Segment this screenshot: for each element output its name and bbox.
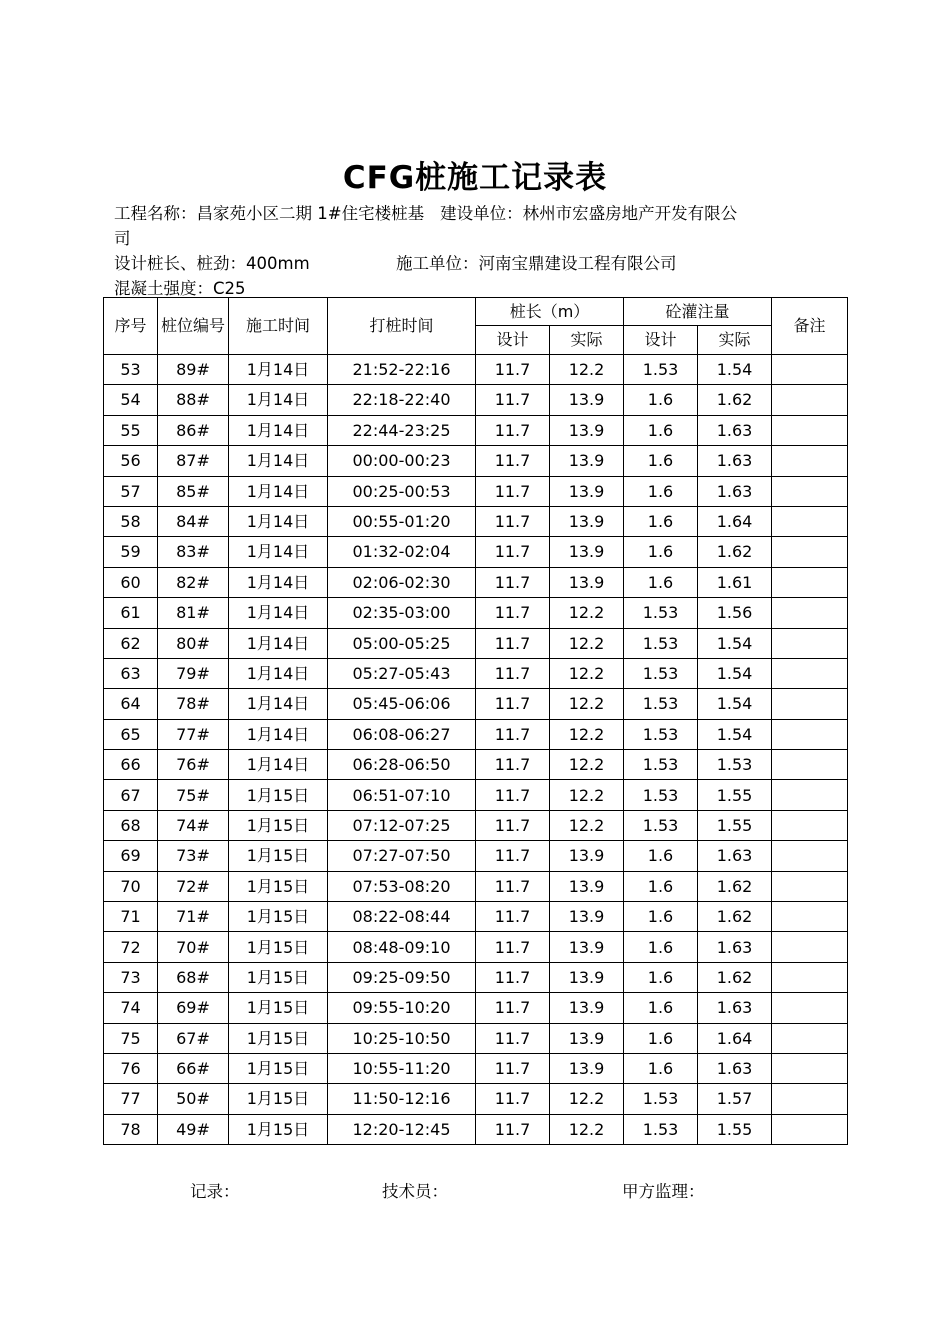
- date-cell: 1月14日: [229, 719, 328, 749]
- volume-actual-cell: 1.63: [698, 446, 772, 476]
- date-cell: 1月14日: [229, 355, 328, 385]
- date-cell: 1月14日: [229, 537, 328, 567]
- length-design-cell: 11.7: [476, 871, 550, 901]
- length-design-cell: 11.7: [476, 355, 550, 385]
- length-design-cell: 11.7: [476, 1084, 550, 1114]
- table-row: [104, 902, 848, 932]
- time-cell: 05:27-05:43: [328, 658, 476, 688]
- length-actual-cell: 12.2: [550, 689, 624, 719]
- volume-actual-cell: 1.64: [698, 1023, 772, 1053]
- date-cell: 1月15日: [229, 993, 328, 1023]
- volume-design-cell: 1.6: [624, 902, 698, 932]
- time-cell: 00:55-01:20: [328, 506, 476, 536]
- time-cell: 06:28-06:50: [328, 750, 476, 780]
- col-header-remarks: 备注: [772, 298, 848, 355]
- length-design-cell: 11.7: [476, 932, 550, 962]
- volume-design-cell: 1.6: [624, 476, 698, 506]
- col-header-seq: 序号: [104, 298, 158, 355]
- project-info-line: [114, 200, 737, 224]
- table-row: [104, 750, 848, 780]
- date-cell: 1月15日: [229, 1114, 328, 1144]
- contractor-label: 施工单位：: [396, 254, 479, 273]
- volume-design-cell: 1.6: [624, 506, 698, 536]
- pile-no-cell: 85#: [158, 476, 229, 506]
- length-design-cell: 11.7: [476, 993, 550, 1023]
- table-row: [104, 719, 848, 749]
- length-actual-cell: 12.2: [550, 750, 624, 780]
- volume-actual-cell: 1.56: [698, 598, 772, 628]
- table-row: [104, 446, 848, 476]
- pile-no-cell: 79#: [158, 658, 229, 688]
- pile-no-cell: 83#: [158, 537, 229, 567]
- length-design-cell: 11.7: [476, 1023, 550, 1053]
- volume-actual-cell: 1.62: [698, 962, 772, 992]
- pile-no-cell: 88#: [158, 385, 229, 415]
- date-cell: 1月14日: [229, 750, 328, 780]
- volume-design-cell: 1.6: [624, 415, 698, 445]
- volume-actual-cell: 1.64: [698, 506, 772, 536]
- remarks-cell: [772, 1114, 848, 1144]
- remarks-cell: [772, 750, 848, 780]
- remarks-cell: [772, 871, 848, 901]
- time-cell: 09:25-09:50: [328, 962, 476, 992]
- volume-actual-cell: 1.63: [698, 1053, 772, 1083]
- concrete-label: 混凝土强度：: [114, 279, 213, 298]
- pile-no-cell: 78#: [158, 689, 229, 719]
- pile-no-cell: 72#: [158, 871, 229, 901]
- time-cell: 10:25-10:50: [328, 1023, 476, 1053]
- seq-cell: 65: [104, 719, 158, 749]
- col-header-volume-actual: 实际: [698, 326, 772, 355]
- length-actual-cell: 13.9: [550, 506, 624, 536]
- pile-no-cell: 67#: [158, 1023, 229, 1053]
- document-title: CFG桩施工记录表: [342, 160, 608, 196]
- volume-actual-cell: 1.63: [698, 932, 772, 962]
- remarks-cell: [772, 658, 848, 688]
- seq-cell: 61: [104, 598, 158, 628]
- col-header-length-actual: 实际: [550, 326, 624, 355]
- volume-actual-cell: 1.57: [698, 1084, 772, 1114]
- date-cell: 1月15日: [229, 932, 328, 962]
- pile-no-cell: 50#: [158, 1084, 229, 1114]
- time-cell: 01:32-02:04: [328, 537, 476, 567]
- volume-design-cell: 1.6: [624, 537, 698, 567]
- seq-cell: 60: [104, 567, 158, 597]
- seq-cell: 67: [104, 780, 158, 810]
- supervisor-signature-label: 甲方监理：: [622, 1182, 705, 1201]
- design-info-line: [114, 250, 310, 274]
- length-actual-cell: 13.9: [550, 871, 624, 901]
- volume-design-cell: 1.53: [624, 628, 698, 658]
- length-design-cell: 11.7: [476, 841, 550, 871]
- volume-actual-cell: 1.62: [698, 902, 772, 932]
- length-design-cell: 11.7: [476, 902, 550, 932]
- volume-actual-cell: 1.63: [698, 993, 772, 1023]
- length-actual-cell: 13.9: [550, 841, 624, 871]
- remarks-cell: [772, 993, 848, 1023]
- pile-no-cell: 70#: [158, 932, 229, 962]
- seq-cell: 57: [104, 476, 158, 506]
- length-actual-cell: 13.9: [550, 476, 624, 506]
- volume-actual-cell: 1.62: [698, 871, 772, 901]
- date-cell: 1月15日: [229, 902, 328, 932]
- pile-no-cell: 66#: [158, 1053, 229, 1083]
- date-cell: 1月14日: [229, 415, 328, 445]
- date-cell: 1月15日: [229, 871, 328, 901]
- time-cell: 08:48-09:10: [328, 932, 476, 962]
- remarks-cell: [772, 385, 848, 415]
- volume-design-cell: 1.6: [624, 932, 698, 962]
- length-design-cell: 11.7: [476, 537, 550, 567]
- volume-design-cell: 1.53: [624, 810, 698, 840]
- volume-actual-cell: 1.62: [698, 385, 772, 415]
- col-header-time: 打桩时间: [328, 298, 476, 355]
- date-cell: 1月15日: [229, 1053, 328, 1083]
- length-design-cell: 11.7: [476, 658, 550, 688]
- date-cell: 1月15日: [229, 810, 328, 840]
- length-design-cell: 11.7: [476, 598, 550, 628]
- pile-no-cell: 68#: [158, 962, 229, 992]
- seq-cell: 78: [104, 1114, 158, 1144]
- remarks-cell: [772, 1023, 848, 1053]
- length-actual-cell: 13.9: [550, 415, 624, 445]
- table-row: [104, 871, 848, 901]
- remarks-cell: [772, 719, 848, 749]
- volume-actual-cell: 1.54: [698, 628, 772, 658]
- table-row: [104, 1114, 848, 1144]
- date-cell: 1月15日: [229, 1023, 328, 1053]
- length-actual-cell: 12.2: [550, 1084, 624, 1114]
- length-design-cell: 11.7: [476, 628, 550, 658]
- table-row: [104, 506, 848, 536]
- builder-value: 林州市宏盛房地产开发有限公: [522, 204, 738, 223]
- length-actual-cell: 13.9: [550, 993, 624, 1023]
- remarks-cell: [772, 1053, 848, 1083]
- time-cell: 05:45-06:06: [328, 689, 476, 719]
- seq-cell: 53: [104, 355, 158, 385]
- volume-actual-cell: 1.55: [698, 1114, 772, 1144]
- volume-design-cell: 1.53: [624, 355, 698, 385]
- length-design-cell: 11.7: [476, 750, 550, 780]
- table-row: [104, 993, 848, 1023]
- table-row: [104, 932, 848, 962]
- seq-cell: 69: [104, 841, 158, 871]
- length-design-cell: 11.7: [476, 1053, 550, 1083]
- remarks-cell: [772, 1084, 848, 1114]
- technician-signature-label: 技术员：: [382, 1182, 448, 1201]
- volume-design-cell: 1.6: [624, 871, 698, 901]
- seq-cell: 59: [104, 537, 158, 567]
- builder-label: 建设单位：: [440, 204, 523, 223]
- date-cell: 1月14日: [229, 628, 328, 658]
- volume-actual-cell: 1.54: [698, 689, 772, 719]
- seq-cell: 55: [104, 415, 158, 445]
- remarks-cell: [772, 506, 848, 536]
- remarks-cell: [772, 689, 848, 719]
- remarks-cell: [772, 446, 848, 476]
- date-cell: 1月15日: [229, 841, 328, 871]
- time-cell: 09:55-10:20: [328, 993, 476, 1023]
- col-header-length-design: 设计: [476, 326, 550, 355]
- time-cell: 06:08-06:27: [328, 719, 476, 749]
- length-design-cell: 11.7: [476, 446, 550, 476]
- pile-no-cell: 69#: [158, 993, 229, 1023]
- length-actual-cell: 12.2: [550, 658, 624, 688]
- design-value: 400mm: [246, 254, 310, 273]
- date-cell: 1月14日: [229, 446, 328, 476]
- table-row: [104, 537, 848, 567]
- col-header-volume-design: 设计: [624, 326, 698, 355]
- length-design-cell: 11.7: [476, 780, 550, 810]
- remarks-cell: [772, 841, 848, 871]
- length-actual-cell: 13.9: [550, 1053, 624, 1083]
- volume-design-cell: 1.6: [624, 385, 698, 415]
- length-actual-cell: 12.2: [550, 1114, 624, 1144]
- volume-design-cell: 1.6: [624, 567, 698, 597]
- date-cell: 1月14日: [229, 598, 328, 628]
- time-cell: 22:44-23:25: [328, 415, 476, 445]
- seq-cell: 58: [104, 506, 158, 536]
- time-cell: 22:18-22:40: [328, 385, 476, 415]
- time-cell: 02:35-03:00: [328, 598, 476, 628]
- seq-cell: 68: [104, 810, 158, 840]
- time-cell: 00:25-00:53: [328, 476, 476, 506]
- length-actual-cell: 13.9: [550, 567, 624, 597]
- volume-actual-cell: 1.63: [698, 841, 772, 871]
- pile-no-cell: 84#: [158, 506, 229, 536]
- length-actual-cell: 13.9: [550, 537, 624, 567]
- length-actual-cell: 13.9: [550, 385, 624, 415]
- project-name-label: 工程名称：: [114, 204, 197, 223]
- volume-actual-cell: 1.63: [698, 415, 772, 445]
- volume-actual-cell: 1.55: [698, 810, 772, 840]
- date-cell: 1月15日: [229, 1084, 328, 1114]
- time-cell: 08:22-08:44: [328, 902, 476, 932]
- length-actual-cell: 12.2: [550, 780, 624, 810]
- record-signature-label: 记录：: [190, 1182, 240, 1201]
- volume-design-cell: 1.6: [624, 1053, 698, 1083]
- time-cell: 12:20-12:45: [328, 1114, 476, 1144]
- time-cell: 02:06-02:30: [328, 567, 476, 597]
- pile-no-cell: 75#: [158, 780, 229, 810]
- remarks-cell: [772, 567, 848, 597]
- table-row: [104, 1023, 848, 1053]
- volume-actual-cell: 1.62: [698, 537, 772, 567]
- volume-design-cell: 1.53: [624, 1084, 698, 1114]
- date-cell: 1月14日: [229, 385, 328, 415]
- seq-cell: 66: [104, 750, 158, 780]
- col-header-concrete-volume: 砼灌注量: [624, 298, 772, 326]
- remarks-cell: [772, 962, 848, 992]
- table-row: [104, 415, 848, 445]
- pile-no-cell: 89#: [158, 355, 229, 385]
- time-cell: 10:55-11:20: [328, 1053, 476, 1083]
- length-actual-cell: 12.2: [550, 628, 624, 658]
- col-header-pile-no: 桩位编号: [158, 298, 229, 355]
- pile-no-cell: 77#: [158, 719, 229, 749]
- project-name-value: 昌家苑小区二期 1#住宅楼桩基: [196, 204, 425, 223]
- seq-cell: 75: [104, 1023, 158, 1053]
- remarks-cell: [772, 598, 848, 628]
- design-label: 设计桩长、桩劲：: [114, 254, 246, 273]
- length-actual-cell: 13.9: [550, 932, 624, 962]
- seq-cell: 72: [104, 932, 158, 962]
- table-row: [104, 355, 848, 385]
- length-design-cell: 11.7: [476, 962, 550, 992]
- col-header-date: 施工时间: [229, 298, 328, 355]
- length-actual-cell: 13.9: [550, 1023, 624, 1053]
- pile-record-table: [103, 297, 848, 1145]
- contractor-info: [396, 250, 677, 274]
- date-cell: 1月14日: [229, 689, 328, 719]
- table-row: [104, 841, 848, 871]
- pile-no-cell: 86#: [158, 415, 229, 445]
- time-cell: 06:51-07:10: [328, 780, 476, 810]
- builder-value-wrap: 司: [114, 229, 131, 248]
- length-design-cell: 11.7: [476, 415, 550, 445]
- pile-no-cell: 81#: [158, 598, 229, 628]
- time-cell: 00:00-00:23: [328, 446, 476, 476]
- date-cell: 1月14日: [229, 476, 328, 506]
- length-design-cell: 11.7: [476, 719, 550, 749]
- length-actual-cell: 12.2: [550, 598, 624, 628]
- seq-cell: 70: [104, 871, 158, 901]
- pile-no-cell: 80#: [158, 628, 229, 658]
- volume-design-cell: 1.6: [624, 993, 698, 1023]
- length-design-cell: 11.7: [476, 810, 550, 840]
- length-design-cell: 11.7: [476, 567, 550, 597]
- seq-cell: 73: [104, 962, 158, 992]
- volume-design-cell: 1.53: [624, 1114, 698, 1144]
- table-row: [104, 567, 848, 597]
- volume-design-cell: 1.53: [624, 750, 698, 780]
- length-actual-cell: 13.9: [550, 902, 624, 932]
- length-actual-cell: 12.2: [550, 810, 624, 840]
- length-actual-cell: 13.9: [550, 446, 624, 476]
- time-cell: 11:50-12:16: [328, 1084, 476, 1114]
- remarks-cell: [772, 902, 848, 932]
- time-cell: 21:52-22:16: [328, 355, 476, 385]
- date-cell: 1月15日: [229, 962, 328, 992]
- seq-cell: 71: [104, 902, 158, 932]
- length-design-cell: 11.7: [476, 476, 550, 506]
- volume-design-cell: 1.53: [624, 658, 698, 688]
- seq-cell: 62: [104, 628, 158, 658]
- table-row: [104, 658, 848, 688]
- table-row: [104, 689, 848, 719]
- length-design-cell: 11.7: [476, 689, 550, 719]
- table-row: [104, 628, 848, 658]
- volume-actual-cell: 1.54: [698, 355, 772, 385]
- volume-design-cell: 1.6: [624, 962, 698, 992]
- remarks-cell: [772, 810, 848, 840]
- date-cell: 1月14日: [229, 658, 328, 688]
- pile-no-cell: 87#: [158, 446, 229, 476]
- length-actual-cell: 12.2: [550, 719, 624, 749]
- length-design-cell: 11.7: [476, 506, 550, 536]
- remarks-cell: [772, 628, 848, 658]
- seq-cell: 64: [104, 689, 158, 719]
- seq-cell: 74: [104, 993, 158, 1023]
- time-cell: 07:12-07:25: [328, 810, 476, 840]
- volume-design-cell: 1.6: [624, 1023, 698, 1053]
- volume-actual-cell: 1.54: [698, 658, 772, 688]
- remarks-cell: [772, 476, 848, 506]
- remarks-cell: [772, 932, 848, 962]
- table-row: [104, 476, 848, 506]
- time-cell: 05:00-05:25: [328, 628, 476, 658]
- date-cell: 1月14日: [229, 567, 328, 597]
- remarks-cell: [772, 355, 848, 385]
- concrete-info-line: [114, 275, 246, 299]
- remarks-cell: [772, 780, 848, 810]
- seq-cell: 76: [104, 1053, 158, 1083]
- time-cell: 07:53-08:20: [328, 871, 476, 901]
- table-row: [104, 780, 848, 810]
- volume-design-cell: 1.53: [624, 719, 698, 749]
- length-actual-cell: 13.9: [550, 962, 624, 992]
- pile-no-cell: 76#: [158, 750, 229, 780]
- remarks-cell: [772, 537, 848, 567]
- seq-cell: 77: [104, 1084, 158, 1114]
- length-design-cell: 11.7: [476, 385, 550, 415]
- length-actual-cell: 12.2: [550, 355, 624, 385]
- table-row: [104, 962, 848, 992]
- pile-no-cell: 74#: [158, 810, 229, 840]
- table-row: [104, 1053, 848, 1083]
- pile-no-cell: 71#: [158, 902, 229, 932]
- table-row: [104, 1084, 848, 1114]
- date-cell: 1月15日: [229, 780, 328, 810]
- seq-cell: 54: [104, 385, 158, 415]
- col-header-pile-length: 桩长（m）: [476, 298, 624, 326]
- seq-cell: 56: [104, 446, 158, 476]
- volume-actual-cell: 1.54: [698, 719, 772, 749]
- concrete-value: C25: [213, 279, 246, 298]
- table-row: [104, 598, 848, 628]
- volume-actual-cell: 1.63: [698, 476, 772, 506]
- volume-design-cell: 1.6: [624, 841, 698, 871]
- table-row: [104, 385, 848, 415]
- volume-actual-cell: 1.53: [698, 750, 772, 780]
- volume-design-cell: 1.53: [624, 689, 698, 719]
- volume-design-cell: 1.6: [624, 446, 698, 476]
- volume-design-cell: 1.53: [624, 598, 698, 628]
- length-design-cell: 11.7: [476, 1114, 550, 1144]
- volume-design-cell: 1.53: [624, 780, 698, 810]
- pile-no-cell: 82#: [158, 567, 229, 597]
- pile-no-cell: 49#: [158, 1114, 229, 1144]
- seq-cell: 63: [104, 658, 158, 688]
- volume-actual-cell: 1.61: [698, 567, 772, 597]
- volume-actual-cell: 1.55: [698, 780, 772, 810]
- remarks-cell: [772, 415, 848, 445]
- time-cell: 07:27-07:50: [328, 841, 476, 871]
- contractor-value: 河南宝鼎建设工程有限公司: [478, 254, 677, 273]
- date-cell: 1月14日: [229, 506, 328, 536]
- table-row: [104, 810, 848, 840]
- pile-no-cell: 73#: [158, 841, 229, 871]
